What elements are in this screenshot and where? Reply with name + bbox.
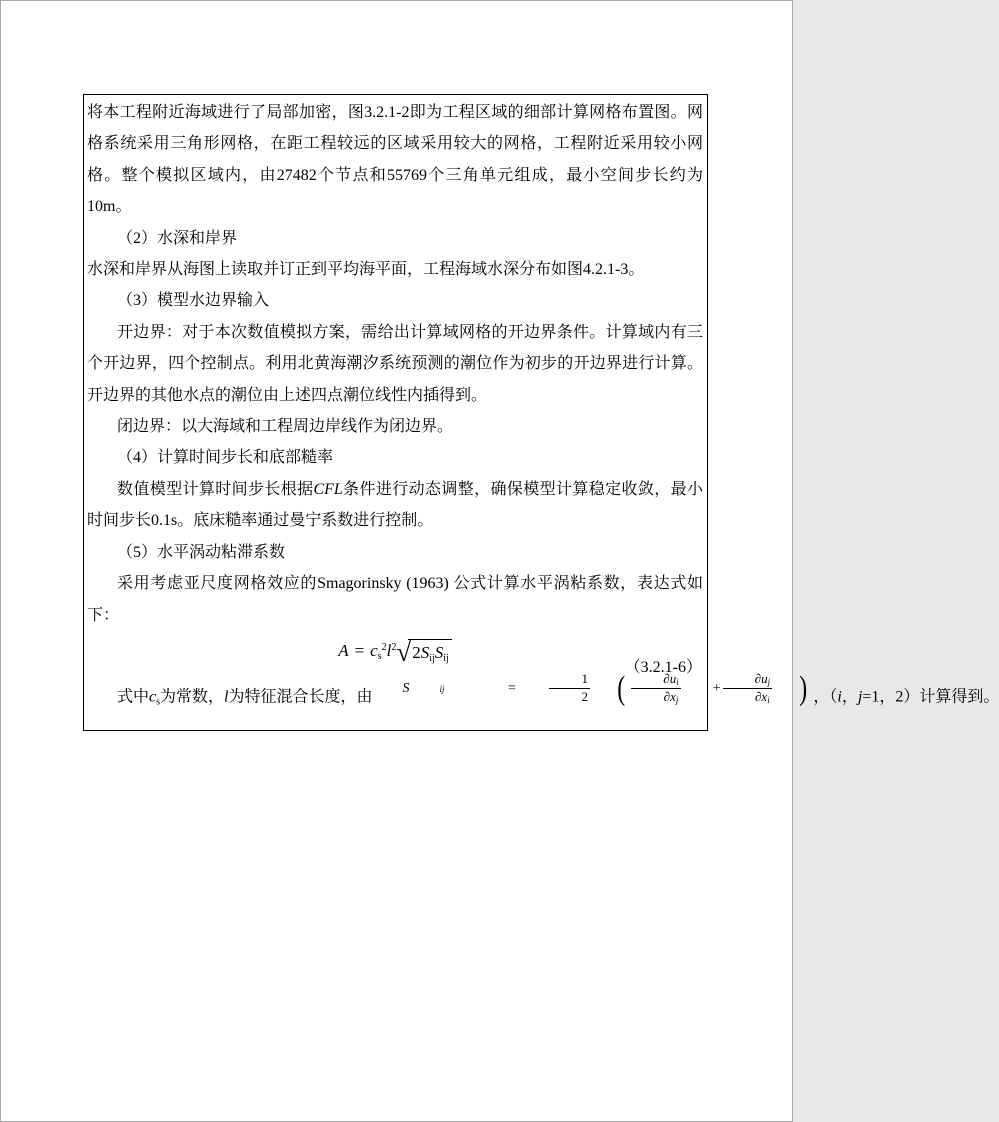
numerator	[723, 672, 772, 689]
text-run: ，（	[813, 688, 838, 706]
table-cell	[83, 94, 999, 731]
math-var-c: c	[370, 640, 378, 660]
math-var-x: x	[761, 689, 768, 705]
math-sub-s: s	[377, 650, 382, 662]
right-paren: )	[799, 669, 808, 707]
text-run: 条件进行动态调整，确保模型计算稳定收敛，最小时间步长0.1s。底床糙率通过曼宁系数进行控制。	[87, 480, 703, 530]
text-run: ，	[841, 688, 858, 706]
fraction-du-dx	[723, 672, 772, 705]
math-var-S: S	[420, 642, 430, 662]
math-var-x: x	[670, 689, 676, 705]
left-paren: (	[617, 669, 626, 707]
paragraph-formula-explanation	[87, 669, 999, 715]
math-sub-ij: ij	[443, 652, 449, 664]
paragraph-smagorinsky: 采用考虑亚尺度网格效应的Smagorinsky (1963) 公式计算水平涡粘系数，表达式如下：	[87, 575, 703, 624]
denominator: 2	[581, 689, 588, 705]
fraction-du-dx	[631, 672, 680, 705]
numerator: 1	[549, 672, 590, 689]
text-run: 为常数，	[160, 688, 225, 706]
math-coef: 2	[412, 642, 421, 662]
partial-sign: ∂	[754, 689, 762, 705]
fraction-one-half	[549, 672, 590, 705]
cfl-term: CFL	[313, 480, 343, 498]
denominator	[723, 689, 772, 705]
text-run: =1，2）计算得到。	[862, 688, 999, 706]
math-var-l: l	[386, 640, 392, 660]
math-sub-i: i	[767, 695, 770, 706]
heading-boundary-input: （3）模型水边界输入	[117, 292, 270, 310]
text-run: 式中	[117, 688, 150, 706]
text-run: 为特征混合长度，由	[228, 688, 373, 706]
math-var-u: u	[761, 671, 768, 687]
heading-eddy-viscosity: （5）水平涡动粘滞系数	[117, 543, 286, 561]
math-var-j: j	[857, 688, 863, 706]
paragraph-closed-boundary: 闭边界：以大海域和工程周边岸线作为闭边界。	[117, 418, 454, 436]
numerator	[631, 672, 680, 689]
equation-number: （3.2.1-6）	[624, 658, 702, 676]
denominator	[631, 689, 680, 705]
equals-sign: =	[508, 680, 516, 696]
equals-sign: =	[354, 640, 365, 660]
square-root	[396, 636, 451, 667]
math-var-S: S	[402, 680, 410, 696]
math-sub-s: s	[156, 696, 161, 708]
math-var-l: l	[224, 688, 229, 706]
radicand	[408, 639, 452, 666]
radical-sign: √	[396, 636, 412, 667]
inline-equation-sij: S ij = $\frac{1}{2}$ ( $\frac{\partial u_i}{\partial x_j}$ + $\frac{\partial u_j}{\partial x_i}$ )	[373, 672, 814, 706]
partial-sign: ∂	[663, 671, 670, 687]
math-var-i: i	[837, 688, 842, 706]
math-var-u: u	[669, 671, 677, 687]
math-var-A: A	[338, 640, 349, 660]
math-sub-j: j	[675, 695, 679, 706]
paragraph-grid-description: 将本工程附近海域进行了局部加密，图3.2.1-2即为工程区域的细部计算网格布置图。网格系统采用三角形网格，在距工程较远的区域采用较大的网格，工程附近采用较小网格。整个模拟区域内，由27482个节点和55769个三角单元组成，最小空间步长约为10m。	[87, 104, 703, 216]
partial-sign: ∂	[663, 689, 671, 705]
paragraph-open-boundary: 开边界：对于本次数值模拟方案，需给出计算域网格的开边界条件。计算域内有三个开边界，四个控制点。利用北黄海潮汐系统预测的潮位作为初步的开边界进行计算。开边界的其他水点的潮位由上述四点潮位线性内插得到。	[87, 323, 703, 404]
paragraph-water-depth: 水深和岸界从海图上读取并订正到平均海平面，工程海域水深分布如图4.2.1-3。	[87, 261, 645, 279]
math-sup-2: 2	[381, 641, 387, 653]
math-sup-2: 2	[391, 641, 397, 653]
text-run: 数值模型计算时间步长根据	[117, 480, 314, 498]
math-var-c: c	[149, 688, 157, 706]
paragraph-time-step	[87, 474, 703, 537]
math-sub-j: j	[767, 677, 771, 688]
math-sub-i: i	[676, 677, 679, 688]
math-sub-ij: ij	[429, 652, 435, 664]
partial-sign: ∂	[754, 671, 762, 687]
heading-time-step: （4）计算时间步长和底部糙率	[117, 449, 334, 467]
heading-water-depth: （2）水深和岸界	[117, 229, 238, 247]
plus-sign: +	[712, 680, 721, 696]
math-var-S: S	[434, 642, 444, 662]
